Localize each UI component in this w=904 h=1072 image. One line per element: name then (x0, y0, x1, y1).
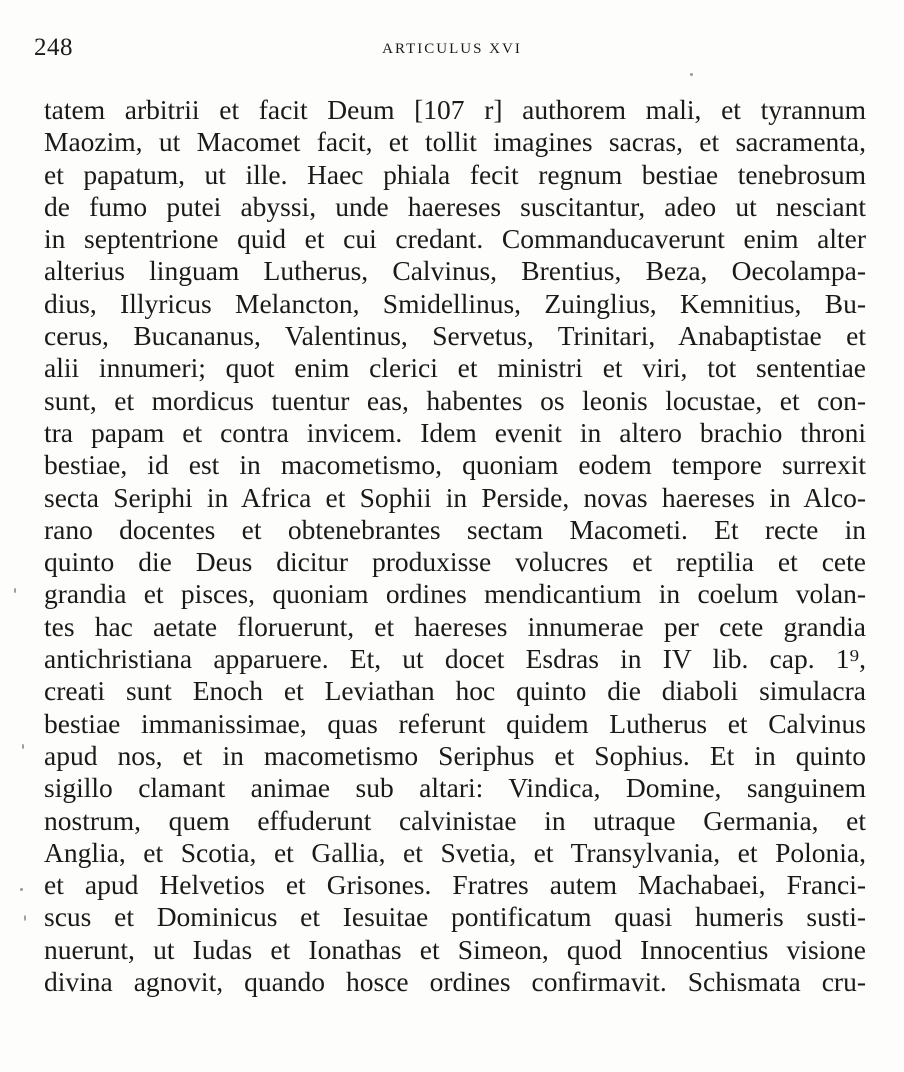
page-number: 248 (34, 34, 73, 61)
text-line: grandia et pisces, quoniam ordines mendicantium in coelum volan- (44, 578, 866, 610)
scan-speck (24, 915, 26, 921)
text-line: secta Seriphi in Africa et Sophii in Perside, novas haereses in Alco- (44, 481, 866, 513)
text-line: tatem arbitrii et facit Deum [107 r] authorem mali, et tyrannum (44, 94, 866, 125)
text-line: et apud Helvetios et Grisones. Fratres autem Machabaei, Franci- (44, 869, 866, 901)
text-line: nuerunt, ut Iudas et Ionathas et Simeon, quod Innocentius visione (44, 933, 866, 965)
text-line: tes hac aetate floruerunt, et haereses innumerae per cete grandia (44, 610, 866, 642)
body-text (44, 94, 866, 998)
text-line: scus et Dominicus et Iesuitae pontificatum quasi humeris susti- (44, 901, 866, 933)
text-line: in septentrione quid et cui credant. Commanducaverunt enim alter (44, 223, 866, 255)
text-line: Maozim, ut Macomet facit, et tollit imagines sacras, et sacramenta, (44, 126, 866, 158)
text-line: bestiae immanissimae, quas referunt quidem Lutherus et Calvinus (44, 707, 866, 739)
text-line: bestiae, id est in macometismo, quoniam eodem tempore surrexit (44, 449, 866, 481)
scan-speck (14, 588, 16, 593)
text-line: creati sunt Enoch et Leviathan hoc quinto die diaboli simulacra (44, 675, 866, 707)
text-line: tra papam et contra invicem. Idem evenit in altero brachio throni (44, 416, 866, 448)
text-line: divina agnovit, quando hosce ordines confirmavit. Schismata cru- (44, 966, 866, 998)
scan-speck (22, 744, 24, 749)
text-line: de fumo putei abyssi, unde haereses suscitantur, adeo ut nesciant (44, 190, 866, 222)
text-line: et papatum, ut ille. Haec phiala fecit regnum bestiae tenebrosum (44, 158, 866, 190)
text-line: cerus, Bucananus, Valentinus, Servetus, Trinitari, Anabaptistae et (44, 320, 866, 352)
text-line: alii innumeri; quot enim clerici et ministri et viri, tot sententiae (44, 352, 866, 384)
text-line: quinto die Deus dicitur produxisse volucres et reptilia et cete (44, 546, 866, 578)
text-line: nostrum, quem effuderunt calvinistae in utraque Germania, et (44, 804, 866, 836)
scan-speck (20, 888, 23, 891)
text-line: apud nos, et in macometismo Seriphus et Sophius. Et in quinto (44, 739, 866, 771)
text-line: dius, Illyricus Melancton, Smidellinus, Zuinglius, Kemnitius, Bu- (44, 287, 866, 319)
text-line: rano docentes et obtenebrantes sectam Macometi. Et recte in (44, 513, 866, 545)
text-line: alterius linguam Lutherus, Calvinus, Brentius, Beza, Oecolampa- (44, 255, 866, 287)
text-line: sigillo clamant animae sub altari: Vindica, Domine, sanguinem (44, 772, 866, 804)
text-line: sunt, et mordicus tuentur eas, habentes os leonis locustae, et con- (44, 384, 866, 416)
text-line: antichristiana apparuere. Et, ut docet Esdras in IV lib. cap. 1⁹, (44, 643, 866, 675)
scan-speck (690, 73, 693, 76)
running-head: ARTICULUS XVI (382, 41, 522, 57)
text-line: Anglia, et Scotia, et Gallia, et Svetia, et Transylvania, et Polonia, (44, 836, 866, 868)
